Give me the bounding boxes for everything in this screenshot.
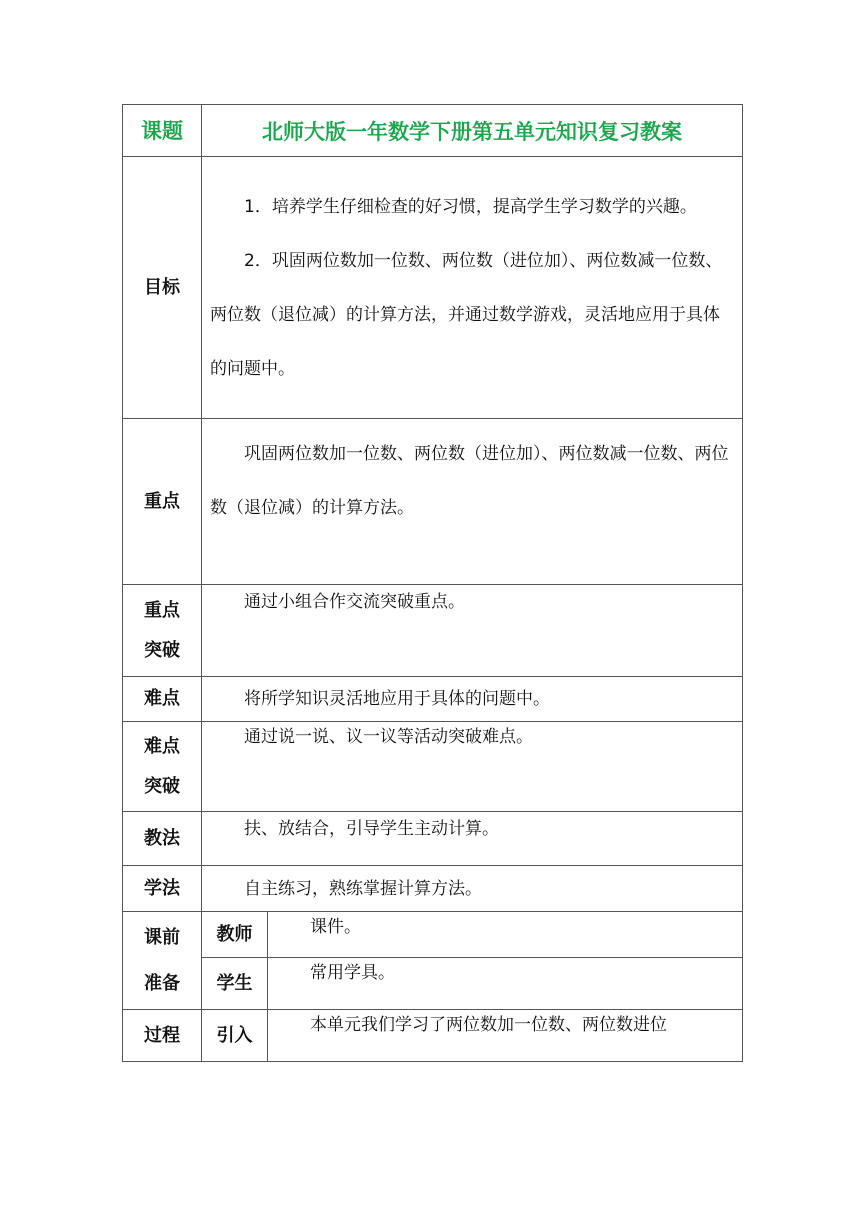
preparation-label-line-1: 课前 (144, 926, 180, 948)
difficulty-break-row (123, 722, 743, 812)
teacher-label: 教师 (202, 912, 268, 958)
intro-cell (268, 1010, 743, 1062)
student-cell (268, 958, 743, 1010)
difficulty-break-label-line-1: 难点 (144, 735, 180, 757)
preparation-label-line-2: 准备 (144, 972, 180, 994)
goal-row (123, 157, 743, 419)
title-row (123, 105, 743, 157)
learning-method-text: 自主练习，熟练掌握计算方法。 (244, 878, 482, 899)
teaching-method-label: 教法 (123, 812, 202, 866)
key-break-label-line-1: 重点 (144, 599, 180, 621)
difficulty-break-label (123, 722, 202, 812)
preparation-student-row (123, 958, 743, 1010)
learning-method-cell (202, 866, 743, 912)
teaching-method-cell (202, 812, 743, 866)
student-label: 学生 (202, 958, 268, 1010)
process-row (123, 1010, 743, 1062)
preparation-teacher-row (123, 912, 743, 958)
teacher-cell (268, 912, 743, 958)
teaching-method-row (123, 812, 743, 866)
difficulty-break-cell (202, 722, 743, 812)
difficulty-break-text: 通过说一说、议一议等活动突破难点。 (244, 727, 533, 747)
goal-paragraph-2: 2．巩固两位数加一位数、两位数（进位加）、两位数减一位数、两位数（退位减）的计算方法，并通过数学游戏，灵活地应用于具体的问题中。 (210, 250, 723, 379)
title-label: 课题 (123, 105, 202, 157)
difficulty-text: 将所学知识灵活地应用于具体的问题中。 (244, 689, 550, 709)
goal-cell (202, 157, 743, 419)
key-cell (202, 419, 743, 585)
key-break-label (123, 585, 202, 677)
key-break-label-line-2: 突破 (144, 639, 180, 661)
difficulty-break-label-line-2: 突破 (144, 775, 180, 797)
difficulty-label: 难点 (123, 677, 202, 722)
lesson-plan-table (122, 104, 743, 1062)
difficulty-cell (202, 677, 743, 722)
student-text: 常用学具。 (310, 963, 395, 983)
key-break-row (123, 585, 743, 677)
key-row (123, 419, 743, 585)
learning-method-label: 学法 (123, 866, 202, 912)
key-text: 巩固两位数加一位数、两位数（进位加）、两位数减一位数、两位数（退位减）的计算方法。 (210, 444, 729, 518)
goal-label: 目标 (123, 157, 202, 419)
teaching-method-text: 扶、放结合，引导学生主动计算。 (244, 819, 499, 839)
key-label: 重点 (123, 419, 202, 585)
goal-paragraph-1: 1．培养学生仔细检查的好习惯，提高学生学习数学的兴趣。 (244, 196, 697, 217)
intro-text: 本单元我们学习了两位数加一位数、两位数进位 (310, 1015, 667, 1035)
preparation-label (123, 912, 202, 1010)
teacher-text: 课件。 (310, 917, 361, 937)
key-break-cell (202, 585, 743, 677)
key-break-text: 通过小组合作交流突破重点。 (244, 592, 465, 612)
document-title: 北师大版一年数学下册第五单元知识复习教案 (202, 105, 743, 157)
difficulty-row (123, 677, 743, 722)
intro-label: 引入 (202, 1010, 268, 1062)
learning-method-row (123, 866, 743, 912)
process-label: 过程 (123, 1010, 202, 1062)
